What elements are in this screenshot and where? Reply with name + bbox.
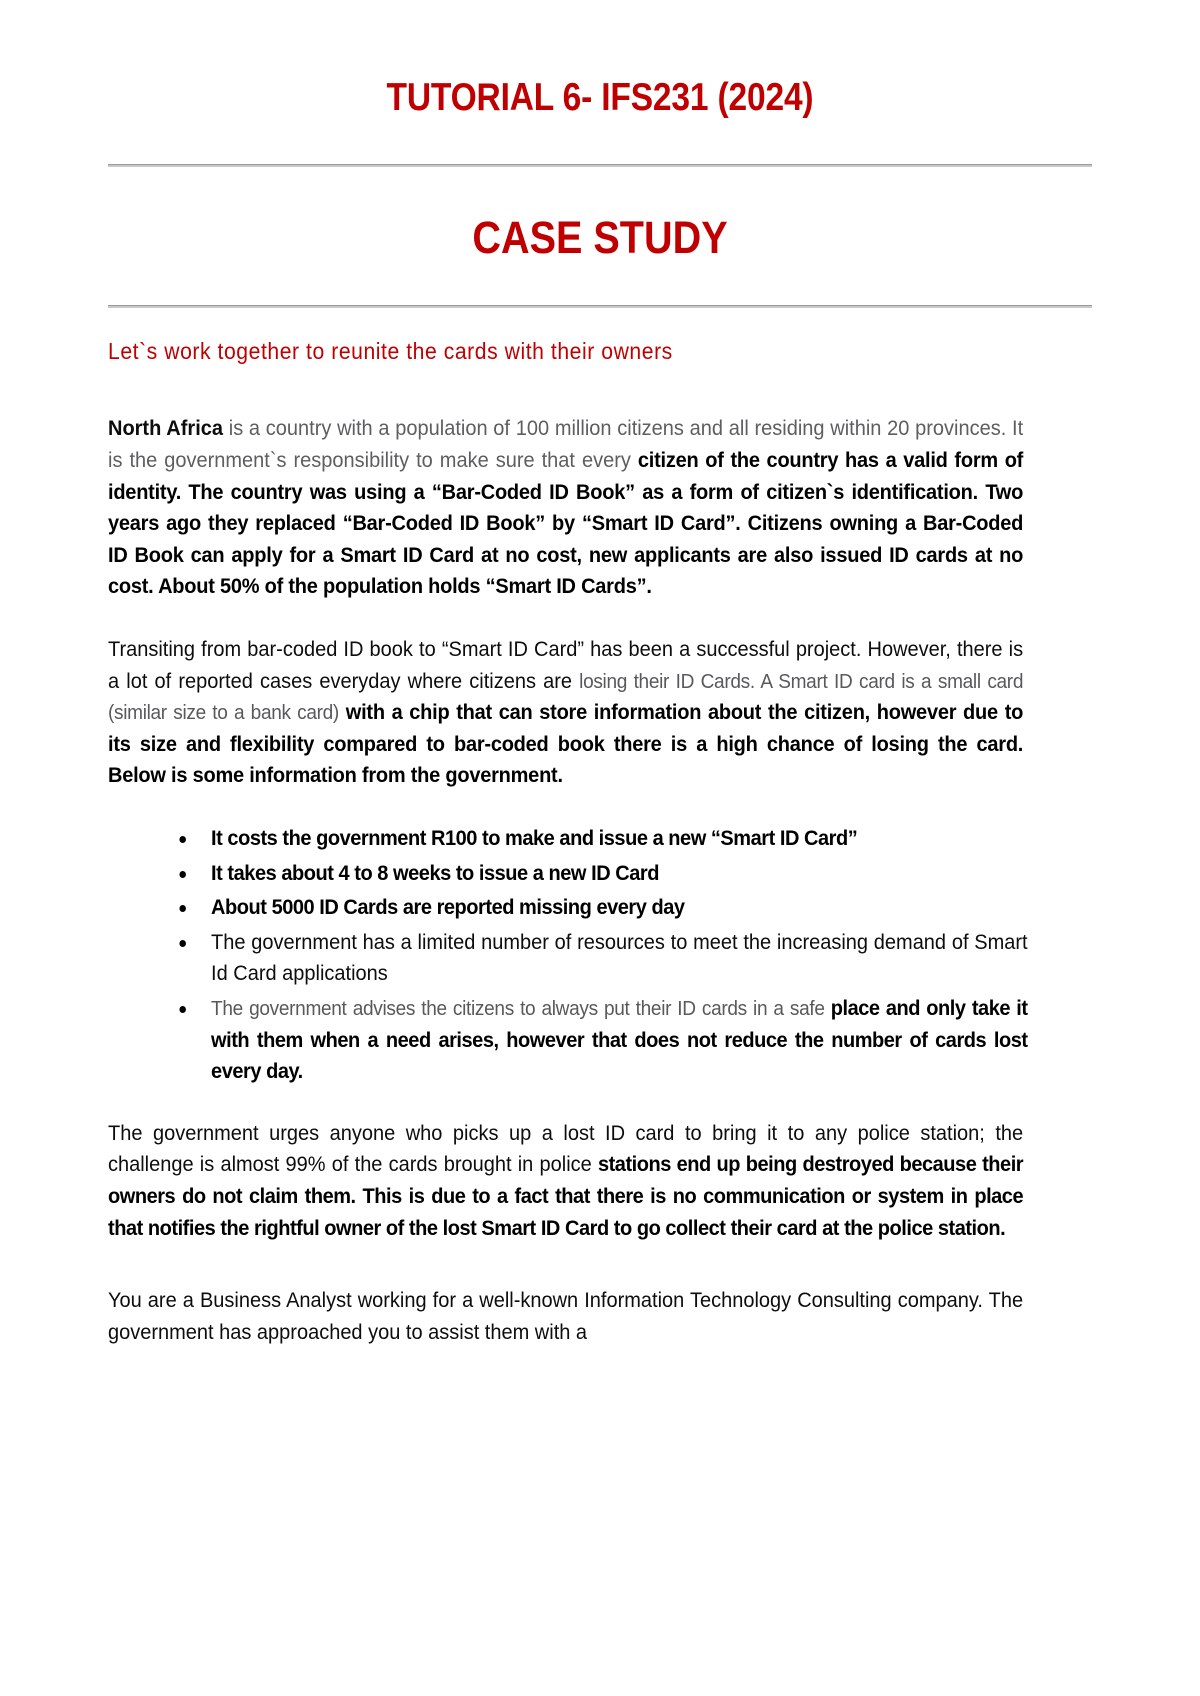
subtitle: Let`s work together to reunite the cards with their owners bbox=[108, 338, 673, 364]
document-body bbox=[108, 364, 1092, 1348]
page-title: TUTORIAL 6- IFS231 (2024) bbox=[386, 76, 814, 119]
list-item bbox=[172, 892, 1028, 924]
paragraph-role: You are a Business Analyst working for a well-known Information Technology Consulting company. The government has approached you to assist them with a bbox=[108, 1288, 1024, 1344]
list-item-label: The government has a limited number of resources to meet the increasing demand of Smart Id Card applications bbox=[211, 929, 1028, 986]
paragraph-intro-run-light: is a country with a population of 100 million citizens and all residing within 20 provinces. It is the government`s responsibility to make sure that every bbox=[108, 416, 1024, 473]
paragraph-intro-run-dark: citizen of the country has a valid form of identity. The country was using a “Bar-Coded ID Book” as a form of citizen`s identification. Two years ago they replaced “Bar-Coded ID Book” by “Smart ID Card”. Citizens owning a Bar-Coded ID Book can apply for a Smart ID Card at no cost, new applicants are also issued ID cards at no cost. About 50% of the population holds “Smart ID Cards”. bbox=[108, 448, 1024, 599]
list-item bbox=[172, 858, 1028, 890]
list-item bbox=[172, 823, 1028, 855]
government-info-list bbox=[108, 823, 1092, 1088]
paragraph-transition bbox=[108, 634, 1023, 792]
paragraph-transition-run-b: with a chip that can store information about the citizen, however due to its size and flexibility compared to bar-coded book there is a high chance of losing the card. Below is some information from the government. bbox=[108, 700, 1024, 788]
paragraph-police bbox=[108, 1118, 1023, 1244]
section-heading: CASE STUDY bbox=[472, 212, 728, 263]
paragraph-transition-run-a: Transiting from bar-coded ID book to “Smart ID Card” has been a successful project. However, there is a lot of reported cases everyday where citizens are bbox=[108, 637, 1024, 693]
list-item-label: It takes about 4 to 8 weeks to issue a new ID Card bbox=[211, 860, 659, 885]
list-item-label-dark: place and only take it with them when a need arises, however that does not reduce the number of cards lost every day. bbox=[211, 995, 1028, 1084]
list-item bbox=[172, 927, 1028, 990]
paragraph-spacer bbox=[108, 1275, 1092, 1285]
paragraph-intro bbox=[108, 413, 1023, 603]
paragraph-transition-run-muted: losing their ID Cards. A Smart ID card is a small card (similar size to a bank card) bbox=[108, 669, 1024, 725]
list-item bbox=[172, 993, 1028, 1088]
paragraph-police-run-b: stations end up being destroyed because their owners do not claim them. This is due to a fact that there is no communication or system in place that notifies the rightful owner of the lost Smart ID Card to go collect their card at the police station. bbox=[108, 1152, 1024, 1240]
list-item-label: It costs the government R100 to make and issue a new “Smart ID Card” bbox=[211, 825, 858, 850]
list-item-label: About 5000 ID Cards are reported missing every day bbox=[211, 895, 685, 920]
lead-term: North Africa bbox=[108, 416, 224, 441]
list-item-label-muted: The government advises the citizens to always put their ID cards in a safe bbox=[211, 996, 831, 1020]
paragraph-police-run-a: The government urges anyone who picks up a lost ID card to bring it to any police station; the challenge is almost 99% of the cards brought in police bbox=[108, 1120, 1024, 1177]
